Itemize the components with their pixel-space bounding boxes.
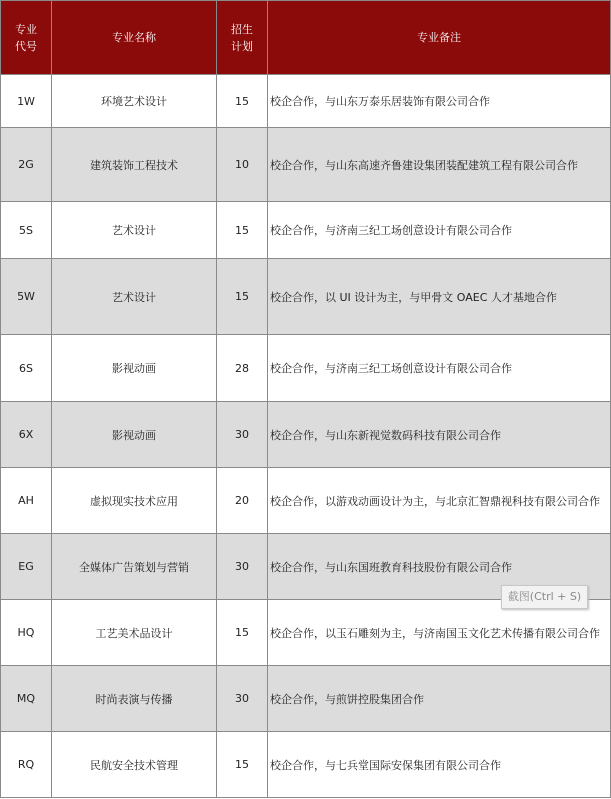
cell-plan: 15	[217, 732, 268, 798]
table-row	[1, 259, 611, 335]
cell-plan: 15	[217, 259, 268, 335]
cell-code: 6S	[1, 335, 52, 402]
cell-plan: 10	[217, 128, 268, 202]
cell-note: 校企合作，以 UI 设计为主，与甲骨文 OAEC 人才基地合作	[268, 259, 611, 335]
cell-code: 5W	[1, 259, 52, 335]
header-code-label: 专业 代号	[15, 22, 37, 53]
cell-name: 建筑装饰工程技术	[52, 128, 217, 202]
cell-name: 环境艺术设计	[52, 75, 217, 128]
cell-name: 虚拟现实技术应用	[52, 468, 217, 534]
cell-name: 工艺美术品设计	[52, 600, 217, 666]
cell-note: 校企合作，与济南三纪工场创意设计有限公司合作	[268, 202, 611, 259]
table-row	[1, 128, 611, 202]
cell-plan: 15	[217, 600, 268, 666]
cell-note: 校企合作，与七兵堂国际安保集团有限公司合作	[268, 732, 611, 798]
cell-plan: 30	[217, 666, 268, 732]
cell-plan: 15	[217, 202, 268, 259]
table-row	[1, 202, 611, 259]
cell-name: 艺术设计	[52, 202, 217, 259]
cell-name: 民航安全技术管理	[52, 732, 217, 798]
cell-name: 时尚表演与传播	[52, 666, 217, 732]
cell-code: 5S	[1, 202, 52, 259]
header-plan-label: 招生 计划	[231, 22, 253, 53]
cell-code: AH	[1, 468, 52, 534]
header-code	[1, 1, 52, 75]
table-row	[1, 468, 611, 534]
cell-code: 1W	[1, 75, 52, 128]
cell-note: 校企合作，与山东万泰乐居装饰有限公司合作	[268, 75, 611, 128]
cell-note: 校企合作，与济南三纪工场创意设计有限公司合作	[268, 335, 611, 402]
cell-plan: 30	[217, 534, 268, 600]
cell-note: 校企合作，以游戏动画设计为主，与北京汇智鼎视科技有限公司合作	[268, 468, 611, 534]
cell-code: RQ	[1, 732, 52, 798]
table-row	[1, 732, 611, 798]
cell-note: 校企合作，与山东国班教育科技股份有限公司合作	[268, 534, 611, 600]
cell-plan: 20	[217, 468, 268, 534]
header-name-label: 专业名称	[112, 31, 156, 44]
screenshot-shortcut-tooltip: 截图(Ctrl + S)	[501, 585, 588, 609]
table-row	[1, 75, 611, 128]
cell-plan: 15	[217, 75, 268, 128]
cell-note: 校企合作，与山东新视觉数码科技有限公司合作	[268, 402, 611, 468]
cell-name: 艺术设计	[52, 259, 217, 335]
cell-name: 影视动画	[52, 335, 217, 402]
cell-code: MQ	[1, 666, 52, 732]
cell-code: 6X	[1, 402, 52, 468]
cell-code: EG	[1, 534, 52, 600]
table-row	[1, 335, 611, 402]
cell-note: 校企合作，与煎饼控股集团合作	[268, 666, 611, 732]
cell-plan: 28	[217, 335, 268, 402]
table-row	[1, 600, 611, 666]
header-note	[268, 1, 611, 75]
cell-code: 2G	[1, 128, 52, 202]
table-header-row	[1, 1, 611, 75]
header-name	[52, 1, 217, 75]
header-plan	[217, 1, 268, 75]
cell-note: 校企合作，以玉石雕刻为主，与济南国玉文化艺术传播有限公司合作	[268, 600, 611, 666]
table-row	[1, 666, 611, 732]
cell-plan: 30	[217, 402, 268, 468]
header-note-label: 专业备注	[417, 31, 461, 44]
cell-name: 影视动画	[52, 402, 217, 468]
table-row	[1, 402, 611, 468]
cell-code: HQ	[1, 600, 52, 666]
cell-name: 全媒体广告策划与营销	[52, 534, 217, 600]
cell-note: 校企合作，与山东高速齐鲁建设集团装配建筑工程有限公司合作	[268, 128, 611, 202]
